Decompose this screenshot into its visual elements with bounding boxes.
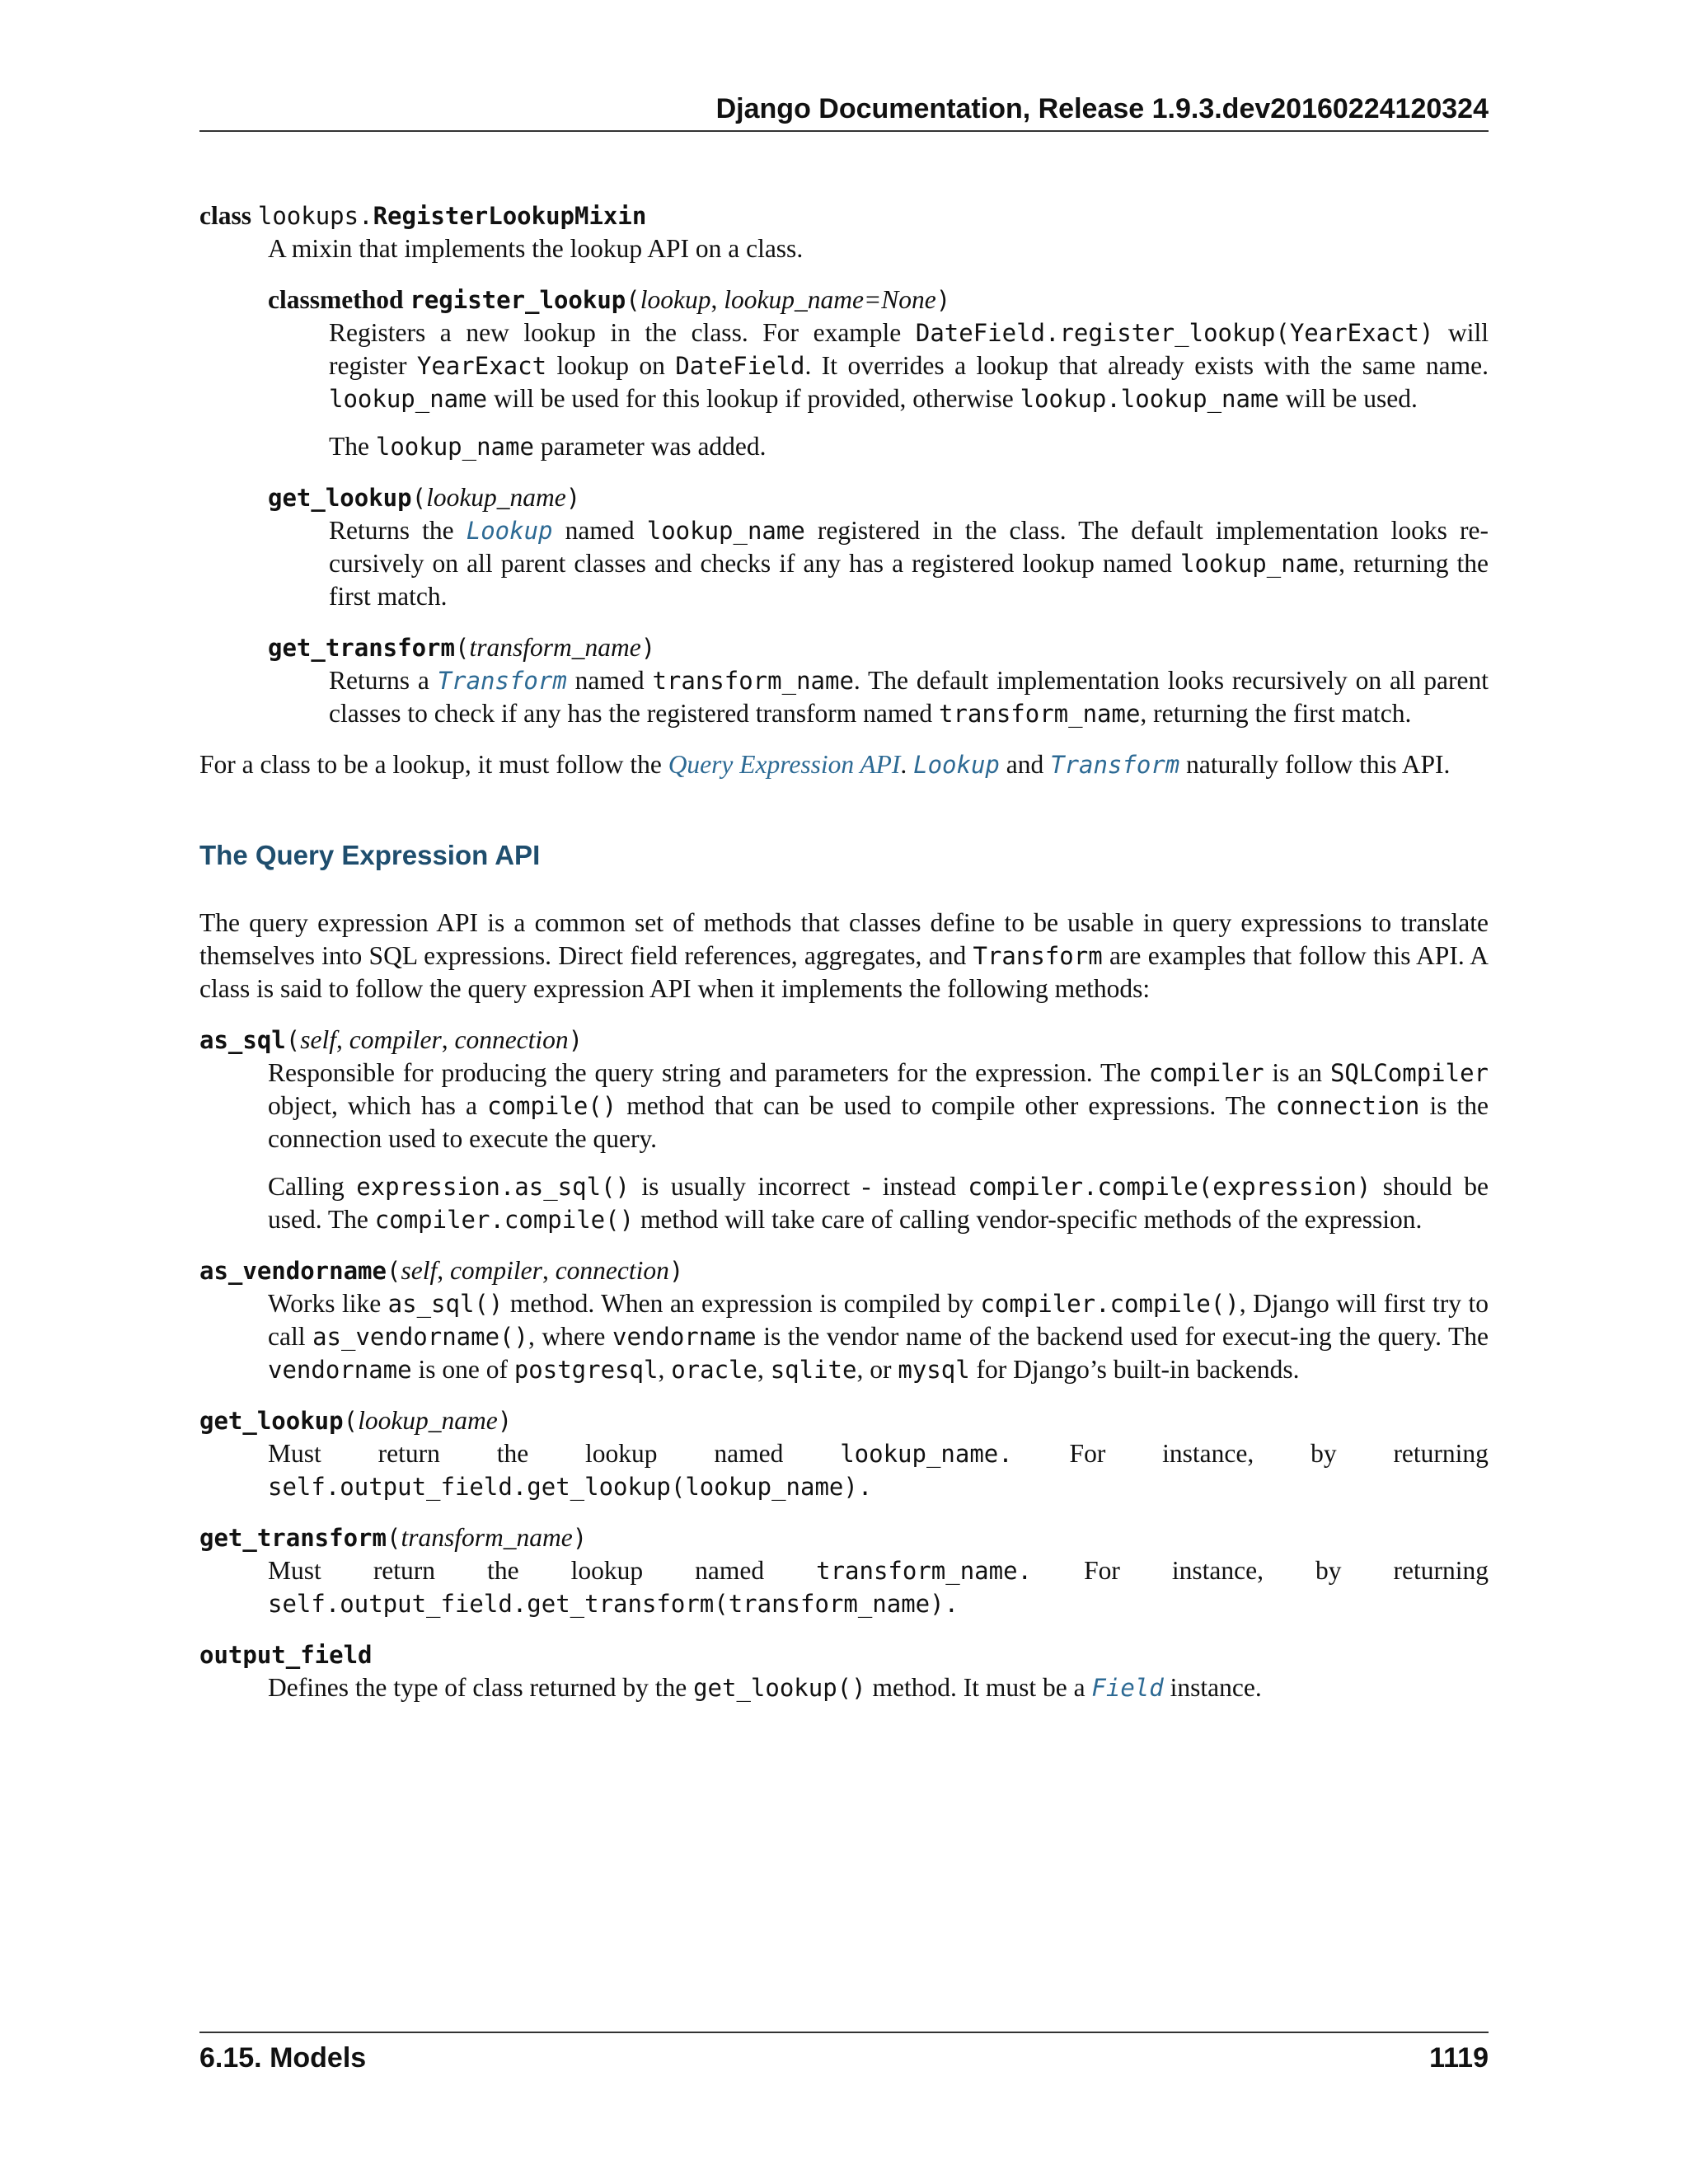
param-lookup-name: lookup_name xyxy=(426,483,566,512)
method-name: register_lookup xyxy=(410,286,626,314)
param-transform-name: transform_name xyxy=(401,1523,573,1552)
output-field-signature xyxy=(199,1638,1489,1671)
register-lookup-version-note: The lookup_name parameter was added. xyxy=(329,432,767,461)
lookup-requirement-paragraph: For a class to be a lookup, it must follow the Query Expression API. Lookup and Transform naturally follow this API. xyxy=(199,750,1451,779)
qe-get-lookup-description: Must return the lookup named lookup_name. For instance, by returning self.output_field.get_lookup(lookup_name). xyxy=(268,1439,1489,1501)
as-sql-note: Calling expression.as_sql() is usually incorrect - instead compiler.compile(expression) should be used. The compiler.compile() method will take care of calling vendor-specific methods of the expression. xyxy=(268,1172,1489,1234)
spread-line: Must return the lookup named lookup_name. For instance, by returning xyxy=(268,1439,1489,1468)
query-expression-api-link[interactable]: Query Expression API xyxy=(668,750,901,779)
method-name: get_lookup xyxy=(268,484,412,512)
param-compiler: compiler xyxy=(349,1025,442,1054)
mixin-get-transform-signature: get_transform(transform_name) xyxy=(268,633,656,662)
transform-link[interactable]: Transform xyxy=(1050,751,1180,779)
param-lookup-name: lookup_name xyxy=(724,285,864,314)
param-connection: connection xyxy=(555,1256,669,1285)
param-default: None xyxy=(881,285,936,314)
classmethod-keyword: classmethod xyxy=(268,285,404,314)
mixin-get-lookup-signature: get_lookup(lookup_name) xyxy=(268,483,581,512)
param-transform-name: transform_name xyxy=(469,633,641,662)
register-lookup-description: Registers a new lookup in the class. For example DateField.register_lookup(YearExact) will register YearExact lookup on DateField. It overrides a lookup that already exists with the same name. lookup_name will be used for this lookup if provided, otherwise lookup.lookup_name will be used. xyxy=(329,318,1489,413)
as-vendorname-signature: as_vendorname(self, compiler, connection) xyxy=(199,1256,684,1285)
running-footer xyxy=(199,2032,1489,2074)
paren-open: ( xyxy=(626,286,640,314)
class-prefix: lookups. xyxy=(257,202,373,230)
running-header: Django Documentation, Release 1.9.3.dev20160224120324 xyxy=(199,92,1489,132)
page-content xyxy=(199,199,1489,1704)
param-self: self xyxy=(300,1025,336,1054)
paren-close: ) xyxy=(935,286,951,314)
register-lookup-signature: classmethod register_lookup(lookup, lookup_name=None) xyxy=(268,285,951,314)
param-lookup: lookup xyxy=(640,285,711,314)
as-sql-signature: as_sql(self, compiler, connection) xyxy=(199,1025,584,1054)
method-name: as_sql xyxy=(199,1026,286,1054)
class-keyword: class xyxy=(199,201,251,230)
param-compiler: compiler xyxy=(449,1256,542,1285)
param-self: self xyxy=(401,1256,438,1285)
as-sql-description: Responsible for producing the query string and parameters for the expression. The compiler is an SQLCompiler object, which has a compile() method that can be used to compile other expressions. The connection is the connection used to execute the query. xyxy=(268,1058,1489,1153)
mixin-get-lookup-description: Returns the Lookup named lookup_name registered in the class. The default implementation looks re-cursively on all parent classes and checks if any has a registered lookup named lookup_name, returning the first match. xyxy=(329,516,1489,611)
param-lookup-name: lookup_name xyxy=(358,1406,498,1435)
spread-line: Must return the lookup named transform_name. For instance, by returning xyxy=(268,1556,1489,1585)
attribute-name: output_field xyxy=(199,1641,373,1669)
method-name: as_vendorname xyxy=(199,1257,387,1285)
class-signature-register-lookup-mixin xyxy=(199,199,1489,232)
class-name: RegisterLookupMixin xyxy=(373,202,647,230)
footer-section: 6.15. Models xyxy=(199,2042,367,2074)
method-name: get_lookup xyxy=(199,1407,344,1435)
param-connection: connection xyxy=(454,1025,569,1054)
as-vendorname-description: Works like as_sql() method. When an expression is compiled by compiler.compile(), Django will first try to call as_vendorname(), where vendorname is the vendor name of the backend used for execut-ing the query. The vendorname is one of postgresql, oracle, sqlite, or mysql for Django’s built-in backends. xyxy=(268,1289,1489,1384)
query-expression-intro: The query expression API is a common set of methods that classes define to be usable in query expressions to translate themselves into SQL expressions. Direct field references, aggregates, and Transform are examples that follow this API. A class is said to follow the query expression API when it implements the following methods: xyxy=(199,908,1489,1003)
mixin-get-transform-description: Returns a Transform named transform_name. The default implementation looks recursively on all parent classes to check if any has the registered transform named transform_name, returning the first match. xyxy=(329,666,1489,728)
qe-get-lookup-signature: get_lookup(lookup_name) xyxy=(199,1406,513,1435)
lookup-link[interactable]: Lookup xyxy=(913,751,1000,779)
section-heading: The Query Expression API xyxy=(199,840,541,870)
method-name: get_transform xyxy=(199,1524,387,1552)
method-name: get_transform xyxy=(268,634,455,662)
field-link[interactable]: Field xyxy=(1091,1674,1164,1702)
transform-link[interactable]: Transform xyxy=(437,667,567,695)
page-number: 1119 xyxy=(1429,2042,1489,2074)
lookup-link[interactable]: Lookup xyxy=(466,517,553,545)
qe-get-transform-description: Must return the lookup named transform_name. For instance, by returning self.output_field.get_transform(transform_name). xyxy=(268,1556,1489,1618)
class-description: A mixin that implements the lookup API on a class. xyxy=(268,234,804,263)
output-field-description: Defines the type of class returned by the get_lookup() method. It must be a Field instance. xyxy=(268,1673,1262,1702)
qe-get-transform-signature: get_transform(transform_name) xyxy=(199,1523,588,1552)
